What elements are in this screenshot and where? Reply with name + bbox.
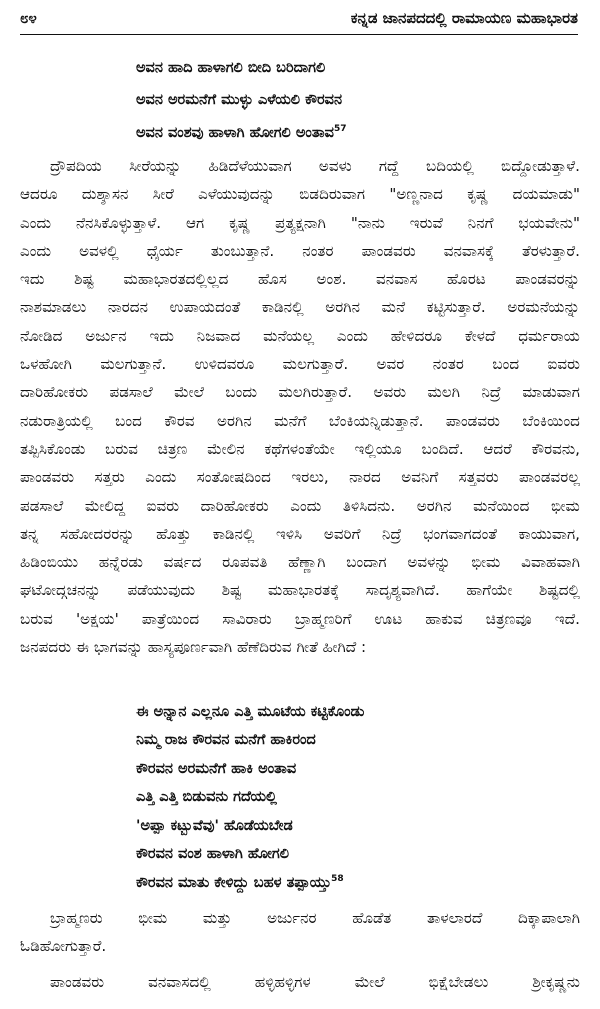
paragraph-line: ಬ್ರಾಹ್ಮಣರು ಭೀಮ ಮತ್ತು ಅರ್ಜುನರ ಹೊಡೆತ ತಾಳಲಾರದೆ ದಿಕ್ಕಾಪಾಲಾಗಿ: [50, 909, 580, 927]
verse-line: ನಿಮ್ಮ ರಾಜ ಕೌರವನ ಮನೆಗೆ ಹಾಕಿರಂದ: [136, 732, 316, 748]
paragraph-line: ನಡುರಾತ್ರಿಯಲ್ಲಿ ಬಂದ ಕೌರವ ಅರಗಿನ ಮನೆಗೆ ಬೆಂಕಿಯನ್ನಿಡುತ್ತಾನೆ. ಪಾಂಡವರು ಬೆಂಕಿಯಿಂದ: [20, 411, 580, 430]
paragraph-line: ಒಳಹೋಗಿ ಮಲಗುತ್ತಾನೆ. ಉಳಿದವರೂ ಮಲಗುತ್ತಾರೆ. ಅವರ ನಂತರ ಬಂದ ಐವರು: [20, 355, 580, 374]
page-number: ೮೪: [20, 9, 37, 27]
verse-line: ಎತ್ತಿ ಎತ್ತಿ ಬಿಡುವನು ಗದೆಯಲ್ಲಿ: [136, 789, 277, 805]
verse-line: ಕೌರವನ ಅರಮನೆಗೆ ಹಾಕಿ ಅಂತಾವ: [136, 761, 297, 777]
paragraph-line: ಓಡಿಹೋಗುತ್ತಾರೆ.: [20, 937, 107, 956]
verse-line: ಅವನ ಹಾದಿ ಹಾಳಾಗಲಿ ಬೀದಿ ಬರಿದಾಗಲಿ: [136, 60, 326, 76]
paragraph-2: [20, 904, 580, 961]
paragraph-line: ಪಡಸಾಲೆ ಮೇಲಿದ್ದ ಐವರು ದಾರಿಹೋಕರು ಎಂದು ತಿಳಿಸಿದನು. ಅರಗಿನ ಮನೆಯಿಂದ ಭೀಮ: [20, 496, 580, 515]
paragraph-line: ಹಿಡಿಂಬಿಯು ಹನ್ನೆರಡು ವರ್ಷದ ರೂಪವತಿ ಹೆಣ್ಣಾಗಿ ಬಂದಾಗ ಅವಳನ್ನು ಭೀಮ ವಿವಾಹವಾಗಿ: [20, 553, 580, 572]
verse-line: ಅವನ ವಂಶವು ಹಾಳಾಗಿ ಹೋಗಲಿ ಅಂತಾವ$^{57}$: [136, 124, 347, 141]
paragraph-line: ಪಾಂಡವರು ವನವಾಸದಲ್ಲಿ ಹಳ್ಳಿಹಳ್ಳಿಗಳ ಮೇಲೆ ಭಿಕ್ಷೆಬೇಡಲು ಶ್ರೀಕೃಷ್ಣನು: [50, 973, 580, 991]
paragraph-line: ಜನಪದರು ಈ ಭಾಗವನ್ನು ಹಾಸ್ಯಪೂರ್ಣವಾಗಿ ಹೆಣೆದಿರುವ ಗೀತೆ ಹೀಗಿದೆ :: [20, 638, 367, 657]
paragraph-line: ದ್ರೌಪದಿಯ ಸೀರೆಯನ್ನು ಹಿಡಿದೆಳೆಯುವಾಗ ಅವಳು ಗದ್ದೆ ಬದಿಯಲ್ಲಿ ಬಿದ್ದೋಡುತ್ತಾಳೆ.: [50, 157, 580, 175]
paragraph-line: ಬರುವ 'ಅಕ್ಷಯ' ಪಾತ್ರೆಯಿಂದ ಸಾವಿರಾರು ಬ್ರಾಹ್ಮಣರಿಗೆ ಊಟ ಹಾಕುವ ಚಿತ್ರಣವೂ ಇದೆ.: [20, 609, 580, 628]
paragraph-line: ಎಂದು ಅವಳಲ್ಲಿ ಧೈರ್ಯ ತುಂಬುತ್ತಾನೆ. ನಂತರ ಪಾಂಡವರು ವನವಾಸಕ್ಕೆ ತೆರಳುತ್ತಾರೆ.: [20, 241, 580, 260]
verse-line: 'ಅಪ್ಪಾ ಕಟ್ಬುವೆವು' ಹೊಡೆಯಬೇಡ: [136, 818, 293, 834]
footnote-marker: 57: [333, 124, 347, 134]
paragraph-line: ಆದರೂ ದುಶ್ಶಾಸನ ಸೀರೆ ಎಳೆಯುವುದನ್ನು ಬಿಡದಿರುವಾಗ "ಅಣ್ಣನಾದ ಕೃಷ್ಣ ದಯಮಾಡು": [20, 185, 580, 204]
paragraph-line: ನೋಡಿದ ಅರ್ಜುನ ಇದು ನಿಜವಾದ ಮನೆಯಲ್ಲ ಎಂದು ಹೇಳಿದರೂ ಕೇಳದೆ ಧರ್ಮರಾಯ: [20, 326, 580, 345]
paragraph-1: [20, 152, 580, 661]
running-title: ಕನ್ನಡ ಜಾನಪದದಲ್ಲಿ ರಾಮಾಯಣ ಮಹಾಭಾರತ: [350, 9, 578, 27]
paragraph-line: ನಾಶಮಾಡಲು ನಾರದನ ಉಪಾಯದಂತೆ ಕಾಡಿನಲ್ಲಿ ಅರಗಿನ ಮನೆ ಕಟ್ಟಿಸುತ್ತಾರೆ. ಅರಮನೆಯನ್ನು: [20, 298, 580, 317]
paragraph-line: ದಾರಿಹೋಕರು ಪಡಸಾಲೆ ಮೇಲೆ ಬಂದು ಮಲಗಿರುತ್ತಾರೆ. ಅವರು ಮಲಗಿ ನಿದ್ರೆ ಮಾಡುವಾಗ: [20, 383, 580, 402]
paragraph-3: [20, 968, 580, 996]
paragraph-line: ಇದು ಶಿಷ್ಟ ಮಹಾಭಾರತದಲ್ಲಿಲ್ಲದ ಹೊಸ ಅಂಶ. ವನವಾಸ ಹೊರಟ ಪಾಂಡವರನ್ನು: [20, 270, 580, 289]
verse-line: ಈ ಅನ್ನಾನ ಎಲ್ಲನೂ ಎತ್ತಿ ಮೂಟೆಯ ಕಟ್ಟಿಕೊಂಡು: [136, 704, 365, 720]
verse-line: ಕೌರವನ ಮಾತು ಕೇಳಿದ್ದು ಬಹಳ ತಪ್ಪಾಯ್ತು$^{58}$: [136, 874, 344, 891]
paragraph-line: ತನ್ನ ಸಹೋದರರನ್ನು ಹೊತ್ತು ಕಾಡಿನಲ್ಲಿ ಇಳಿಸಿ ಅವರಿಗೆ ನಿದ್ರೆ ಭಂಗವಾಗದಂತೆ ಕಾಯುವಾಗ,: [20, 524, 580, 543]
footnote-marker: 58: [331, 874, 344, 884]
header-rule: [20, 34, 578, 35]
page-header: [20, 6, 578, 30]
paragraph-line: ಘಟೋದ್ಗಚನನ್ನು ಪಡೆಯುವುದು ಶಿಷ್ಟ ಮಹಾಭಾರತಕ್ಕೆ ಸಾದೃಶ್ಯವಾಗಿದೆ. ಹಾಗೆಯೇ ಶಿಷ್ಟದಲ್ಲಿ: [20, 581, 580, 600]
verse-line: ಅವನ ಅರಮನೆಗೆ ಮುಳ್ಳು ಎಳೆಯಲಿ ಕೌರವನ: [136, 92, 343, 108]
paragraph-line: ಎಂದು ನೆನಸಿಕೊಳ್ಳುತ್ತಾಳೆ. ಆಗ ಕೃಷ್ಣ ಪ್ರತ್ಯಕ್ಷನಾಗಿ "ನಾನು ಇರುವೆ ನಿನಗೆ ಭಯವೇನು": [20, 213, 580, 232]
paragraph-line: ಪಾಂಡವರು ಸತ್ತರು ಎಂದು ಸಂತೋಷದಿಂದ ಇರಲು, ನಾರದ ಅವನಿಗೆ ಸತ್ತವರು ಪಾಂಡವರಲ್ಲ: [20, 468, 580, 487]
verse-line: ಕೌರವನ ವಂಶ ಹಾಳಾಗಿ ಹೋಗಲಿ: [136, 846, 290, 862]
paragraph-line: ತಪ್ಪಿಸಿಕೊಂಡು ಬರುವ ಚಿತ್ರಣ ಮೇಲಿನ ಕಥೆಗಳಂತೆಯೇ ಇಲ್ಲಿಯೂ ಬಂದಿದೆ. ಆದರೆ ಕೌರವನು,: [20, 439, 580, 458]
